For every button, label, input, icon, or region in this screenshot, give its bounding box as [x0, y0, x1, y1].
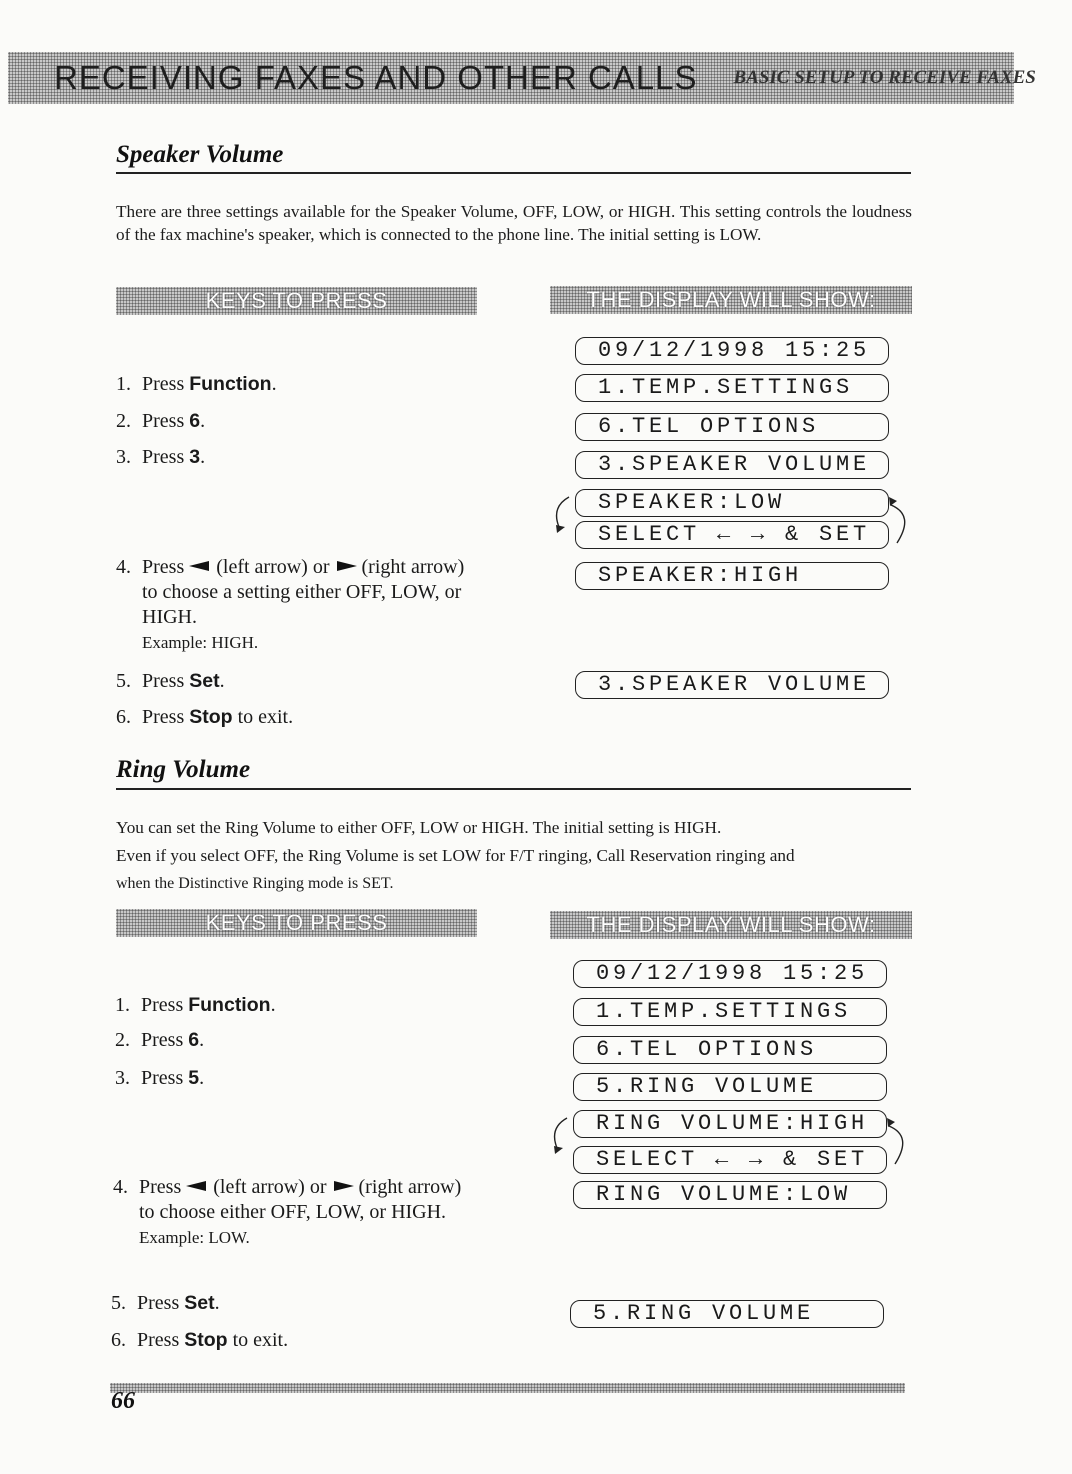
- lcd-display: SELECT ← → & SET: [575, 521, 889, 549]
- right-arrow-icon: [332, 1181, 354, 1191]
- speaker-volume-intro: There are three settings available for the Speaker Volume, OFF, LOW, or HIGH. This setting controls the loudness of the fax machine's speaker, which is connected to the phone line. The initial setting is LOW.: [116, 202, 912, 244]
- section-subtitle: BASIC SETUP TO RECEIVE FAXES: [733, 67, 1036, 88]
- example-note: Example: HIGH.: [142, 633, 259, 652]
- right-arrow-icon: [335, 561, 357, 571]
- step: 1. Press Function.: [116, 373, 277, 395]
- page-number: 66: [111, 1388, 135, 1414]
- key-set: Set: [189, 670, 220, 692]
- step: 4. Press (left arrow) or (right arrow) to choose a setting either OFF, LOW, or HIGH. Example: HIGH.: [116, 555, 481, 655]
- step: 4. Press (left arrow) or (right arrow) to choose either OFF, LOW, or HIGH. Example: LOW.: [113, 1175, 478, 1250]
- step: 6. Press Stop to exit.: [111, 1329, 289, 1351]
- keys-to-press-label: KEYS TO PRESS: [205, 288, 388, 313]
- lcd-display: 5.RING VOLUME: [570, 1300, 884, 1328]
- lcd-display: RING VOLUME:HIGH: [573, 1110, 887, 1138]
- display-will-show-label: THE DISPLAY WILL SHOW:: [586, 287, 876, 312]
- keys-to-press-label: KEYS TO PRESS: [205, 910, 388, 935]
- step: 6. Press Stop to exit.: [116, 706, 294, 728]
- lcd-display: 6.TEL OPTIONS: [573, 1036, 887, 1064]
- lcd-display: RING VOLUME:LOW: [573, 1181, 887, 1209]
- key-3: 3: [189, 446, 201, 468]
- step: 3. Press 3.: [116, 446, 206, 468]
- lcd-display: SPEAKER:HIGH: [575, 562, 889, 590]
- step: 2. Press 6.: [116, 410, 206, 432]
- display-will-show-label: THE DISPLAY WILL SHOW:: [586, 912, 876, 937]
- key-stop: Stop: [184, 1329, 228, 1351]
- key-stop: Stop: [189, 706, 233, 728]
- key-function: Function: [188, 994, 271, 1016]
- step: 5. Press Set.: [111, 1292, 220, 1314]
- key-set: Set: [184, 1292, 215, 1314]
- lcd-display: 09/12/1998 15:25: [575, 337, 889, 365]
- key-6: 6: [188, 1029, 200, 1051]
- chapter-title: RECEIVING FAXES AND OTHER CALLS: [54, 59, 698, 96]
- section-rule: [116, 788, 911, 790]
- lcd-display: 3.SPEAKER VOLUME: [575, 451, 889, 479]
- lcd-display: 1.TEMP.SETTINGS: [575, 374, 889, 402]
- keys-to-press-header: [116, 287, 477, 315]
- step: 1. Press Function.: [115, 994, 276, 1016]
- header-band: [8, 52, 1036, 104]
- lcd-display: 5.RING VOLUME: [573, 1073, 887, 1101]
- keys-to-press-header: [116, 909, 477, 937]
- key-5: 5: [188, 1067, 200, 1089]
- lcd-display: 1.TEMP.SETTINGS: [573, 998, 887, 1026]
- step: 5. Press Set.: [116, 670, 225, 692]
- lcd-display: SELECT ← → & SET: [573, 1146, 887, 1174]
- ring-volume-intro: You can set the Ring Volume to either OFF, LOW or HIGH. The initial setting is HIGH. Even if you select OFF, the Ring Volume is set LOW for F/T ringing, Call Reservation ringing and when the Distinctive Ringing mode is SET.: [116, 818, 795, 892]
- left-arrow-icon: [186, 1181, 208, 1191]
- display-will-show-header: [550, 286, 912, 314]
- display-will-show-header: [550, 911, 912, 939]
- lcd-display: 09/12/1998 15:25: [573, 960, 887, 988]
- step: 3. Press 5.: [115, 1067, 205, 1089]
- lcd-display: SPEAKER:LOW: [575, 489, 889, 517]
- speaker-volume-title: Speaker Volume: [116, 141, 284, 168]
- ring-volume-title: Ring Volume: [116, 756, 251, 783]
- step: 2. Press 6.: [115, 1029, 205, 1051]
- key-function: Function: [189, 373, 272, 395]
- lcd-display: 3.SPEAKER VOLUME: [575, 671, 889, 699]
- footer-bar: [110, 1383, 905, 1393]
- key-6: 6: [189, 410, 201, 432]
- left-arrow-icon: [189, 561, 211, 571]
- example-note: Example: LOW.: [139, 1228, 250, 1247]
- section-rule: [116, 172, 911, 174]
- lcd-display: 6.TEL OPTIONS: [575, 413, 889, 441]
